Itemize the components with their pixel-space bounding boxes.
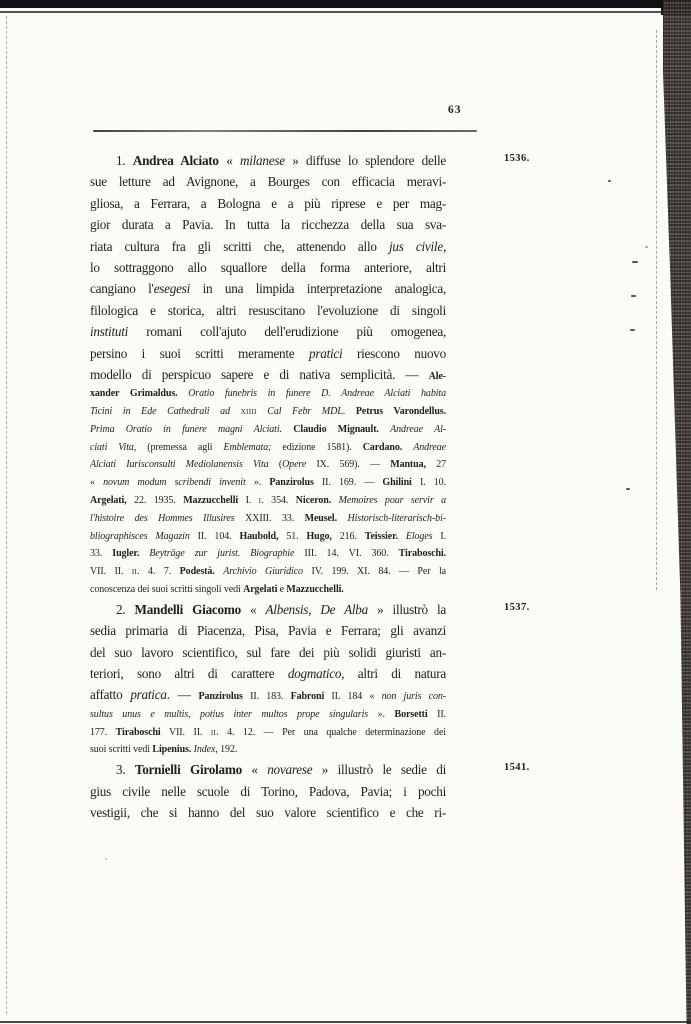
text-segment: edizione 1581). bbox=[271, 441, 363, 453]
text-line bbox=[90, 300, 446, 321]
text-segment: Ghilini bbox=[382, 477, 412, 489]
text-segment: 51. bbox=[278, 530, 307, 542]
text-segment: 22. 1935. bbox=[126, 495, 184, 507]
text-segment: sedia primaria di Piacenza, Pisa, Pavia e Ferrara; gli avanzi bbox=[90, 623, 446, 639]
text-segment: Beyträge zur jurist. Biographie bbox=[149, 548, 295, 560]
text-line bbox=[90, 492, 446, 510]
text-line bbox=[90, 257, 446, 278]
text-segment: XXIII. 33. bbox=[234, 512, 305, 524]
text-segment: i bbox=[258, 495, 262, 507]
text-segment: Lipenius. bbox=[152, 744, 194, 756]
text-line bbox=[90, 620, 446, 641]
text-segment: II. 104. bbox=[189, 530, 240, 542]
text-segment: Argelati bbox=[243, 584, 278, 596]
text-segment: Argelati, bbox=[90, 495, 127, 507]
text-line bbox=[90, 278, 446, 299]
text-segment: vestigii, che si hanno del suo valore scientifico e che ri- bbox=[90, 804, 446, 820]
text-segment: IV. 199. XI. 84. — Per la bbox=[302, 566, 446, 578]
margin-year-note: 1537. bbox=[504, 601, 530, 613]
text-segment: Eloges bbox=[405, 530, 433, 542]
text-segment: Prima Oratio in funere magni Alciati. bbox=[90, 423, 294, 435]
text-segment: persino i suoi scritti meramente bbox=[90, 345, 309, 361]
text-column bbox=[90, 150, 530, 823]
text-segment: l'histoire des Hommes Illusires bbox=[90, 512, 235, 524]
text-segment: I. bbox=[238, 495, 259, 507]
text-segment: « bbox=[241, 762, 268, 778]
text-segment: non juris con- bbox=[381, 691, 446, 703]
text-segment: Oratio funebris in funere D. Andreae Alciati habita bbox=[188, 388, 446, 400]
text-line bbox=[90, 421, 446, 439]
scan-bottom-edge bbox=[0, 1021, 691, 1023]
text-segment: » illustrò le sedie di bbox=[312, 762, 446, 778]
text-segment: novarese bbox=[267, 762, 313, 778]
text-line bbox=[90, 171, 446, 192]
text-segment: » diffuse lo splendore delle bbox=[284, 153, 446, 168]
text-segment: Podestà. bbox=[179, 566, 224, 578]
text-segment: gius civile nelle scuole di Torino, Padova, Pavia; i pochi bbox=[90, 783, 446, 799]
text-segment: Iugler. bbox=[112, 548, 150, 560]
text-segment: esegesi bbox=[153, 281, 191, 297]
text-segment: Andrea Alciato bbox=[132, 153, 219, 168]
paragraph bbox=[90, 759, 530, 823]
text-segment: milanese bbox=[239, 153, 285, 168]
text-segment: Mazzucchelli. bbox=[286, 584, 344, 596]
scan-speck bbox=[105, 858, 107, 860]
scan-speck bbox=[630, 329, 635, 331]
text-segment: instituti bbox=[90, 324, 129, 340]
text-segment: « bbox=[240, 601, 266, 617]
text-segment: ciati Vita bbox=[90, 441, 134, 453]
text-segment: Mazzucchelli bbox=[183, 495, 239, 507]
text-segment: Historisch-literarisch-bi- bbox=[347, 512, 446, 524]
text-segment: e bbox=[277, 584, 287, 596]
text-segment: xander Grimaldus. bbox=[90, 388, 189, 400]
text-line bbox=[90, 236, 446, 257]
scan-speck bbox=[608, 180, 611, 182]
scan-left-edge-dashes bbox=[6, 16, 7, 1014]
text-segment: VII. II. bbox=[160, 726, 211, 738]
paragraph bbox=[90, 150, 530, 599]
text-segment: Alciati Iurisconsulti Mediolanensis Vita bbox=[90, 459, 269, 471]
text-segment: riata cultura fra gli scritti che, attenendo allo bbox=[90, 238, 389, 254]
text-segment: Meusel. bbox=[304, 512, 348, 524]
text-segment: II. 183. bbox=[242, 691, 291, 703]
text-segment: gliosa, a Ferrara, a Bologna e a più riprese e per mag- bbox=[90, 195, 446, 211]
text-segment: 177. bbox=[90, 726, 116, 738]
text-segment: Claudio Mignault. bbox=[293, 423, 391, 435]
text-segment: Mandelli Giacomo bbox=[134, 601, 241, 617]
text-segment: Fabroni bbox=[290, 691, 325, 703]
text-segment: Teissier. bbox=[364, 530, 406, 542]
text-segment: 3. bbox=[116, 762, 135, 778]
text-line bbox=[90, 528, 446, 546]
text-segment: suoi scritti vedi bbox=[90, 744, 153, 756]
paragraph bbox=[90, 599, 530, 759]
text-line bbox=[90, 581, 446, 599]
text-segment: Andreae Al- bbox=[390, 423, 446, 435]
text-segment: III. 14. VI. 360. bbox=[294, 548, 399, 560]
text-segment: Cal Febr MDL bbox=[256, 406, 343, 418]
text-segment: . 4. 7. bbox=[137, 566, 180, 578]
text-line bbox=[90, 706, 446, 724]
text-segment: in una limpida interpretazione analogica, bbox=[190, 281, 446, 297]
scan-speck bbox=[645, 246, 648, 248]
text-segment: , (premessa agli bbox=[133, 441, 224, 453]
text-segment: Panzirolus bbox=[269, 477, 314, 489]
text-line bbox=[90, 663, 446, 684]
text-segment: I. bbox=[432, 530, 446, 542]
text-segment: II. 169. — bbox=[313, 477, 383, 489]
text-line bbox=[90, 724, 446, 742]
margin-year-note: 1536. bbox=[504, 153, 530, 164]
text-segment: Albensis, De Alba bbox=[265, 601, 368, 617]
text-line bbox=[90, 364, 446, 385]
scan-right-edge-band bbox=[663, 0, 691, 1024]
text-segment: 2. bbox=[116, 601, 135, 617]
text-segment: ii bbox=[131, 566, 138, 578]
text-line bbox=[90, 439, 446, 457]
text-segment: jus civile, bbox=[388, 238, 446, 254]
text-segment: conoscenza dei suoi scritti singoli vedi bbox=[90, 584, 244, 596]
margin-year-note: 1541. bbox=[504, 762, 530, 774]
text-line bbox=[90, 403, 446, 421]
text-segment: 216. bbox=[331, 530, 365, 542]
text-segment: Petrus Varondellus. bbox=[355, 406, 446, 418]
text-segment: Andreae bbox=[413, 441, 446, 453]
text-segment: sue letture ad Avignone, a Bourges con efficacia meravi- bbox=[90, 174, 446, 190]
text-segment: Hugo, bbox=[306, 530, 332, 542]
text-line bbox=[90, 545, 446, 563]
text-segment: Borsetti bbox=[394, 708, 428, 720]
text-segment: Ticini in Ede Cathedrali ad bbox=[90, 406, 241, 418]
text-line bbox=[90, 741, 446, 759]
text-line bbox=[90, 759, 446, 780]
text-segment: Tiraboschi bbox=[115, 726, 161, 738]
text-segment: Tiraboschi. bbox=[398, 548, 446, 560]
text-segment: Panzirolus bbox=[198, 691, 243, 703]
text-line bbox=[90, 599, 446, 620]
text-segment: modello di perspicuo sapere e di nativa semplicità. — bbox=[90, 366, 429, 382]
text-segment: . 4. 12. — Per una qualche determinazione dei bbox=[216, 726, 446, 738]
header-rule bbox=[93, 130, 477, 132]
text-line bbox=[90, 385, 446, 403]
text-segment: teriori, sono altri di carattere bbox=[90, 666, 288, 682]
text-segment: IX. 569). — bbox=[306, 459, 391, 471]
text-segment: « bbox=[90, 477, 104, 489]
scan-top-edge bbox=[0, 0, 691, 8]
text-line bbox=[90, 214, 446, 235]
text-segment: ». bbox=[368, 708, 395, 720]
text-segment: novum modum scribendi invenit bbox=[103, 477, 246, 489]
page-number: 63 bbox=[448, 104, 462, 116]
text-segment: sultus unus e multis, potius inter multos prope singularis bbox=[90, 708, 369, 720]
scan-top-line bbox=[0, 11, 691, 13]
text-segment: 1. bbox=[116, 153, 133, 168]
text-segment: pratici bbox=[309, 345, 343, 361]
text-segment: « bbox=[218, 153, 240, 168]
text-segment: romani coll'ajuto dell'erudizione più omogenea, bbox=[128, 324, 446, 340]
text-segment: dogmatico bbox=[287, 666, 342, 682]
text-line bbox=[90, 474, 446, 492]
text-segment: del suo lavoro scientifico, sul fare dei più solidi giuristi an- bbox=[90, 644, 446, 660]
text-segment: riescono nuovo bbox=[342, 345, 446, 361]
text-segment: pratica bbox=[130, 687, 167, 703]
text-segment: ii bbox=[210, 726, 217, 738]
text-segment: lo sottraggono allo squallore della forma anteriore, altri bbox=[90, 259, 446, 275]
text-segment: . 354. bbox=[261, 495, 296, 507]
text-segment: Archivio Giuridico bbox=[223, 566, 303, 578]
text-segment: Cardano. bbox=[362, 441, 414, 453]
text-line bbox=[90, 510, 446, 528]
text-line bbox=[90, 781, 446, 802]
text-segment: . bbox=[342, 406, 356, 418]
text-segment: bliographisces Magazin bbox=[90, 530, 190, 542]
text-line bbox=[90, 150, 446, 171]
text-segment: Haubold, bbox=[239, 530, 279, 542]
text-line bbox=[90, 684, 446, 705]
text-segment: filologica e storica, altri resuscitano l'evoluzione di singoli bbox=[90, 302, 446, 318]
text-line bbox=[90, 802, 446, 823]
text-segment: II. 184 « bbox=[324, 691, 382, 703]
text-segment: Tornielli Girolamo bbox=[134, 762, 242, 778]
text-segment: Ale- bbox=[428, 370, 446, 382]
text-line bbox=[90, 642, 446, 663]
text-line bbox=[90, 321, 446, 342]
text-segment: I. 10. bbox=[411, 477, 446, 489]
text-segment: Mantua, bbox=[390, 459, 426, 471]
text-segment: Opere bbox=[282, 459, 307, 471]
text-line bbox=[90, 456, 446, 474]
text-segment: Emblemata; bbox=[223, 441, 272, 453]
text-segment: Niceron. bbox=[295, 495, 339, 507]
text-segment: , altri di natura bbox=[341, 666, 446, 682]
scan-speck bbox=[631, 295, 636, 297]
scan-speck bbox=[632, 261, 638, 263]
text-segment: 33. bbox=[90, 548, 113, 560]
text-segment: Index bbox=[193, 744, 216, 756]
text-segment: » illustrò la bbox=[367, 601, 446, 617]
text-line bbox=[90, 343, 446, 364]
scan-inner-dashes bbox=[656, 30, 657, 590]
text-segment: ». bbox=[245, 477, 270, 489]
text-segment: , 192. bbox=[215, 744, 238, 756]
text-line bbox=[90, 563, 446, 581]
text-segment: VII. II. bbox=[90, 566, 132, 578]
text-segment: ( bbox=[268, 459, 283, 471]
text-segment: Memoires pour servir a bbox=[338, 495, 446, 507]
text-segment: affatto bbox=[90, 687, 131, 703]
text-segment: gior durata a Pavia. In tutta la ricchezza della sua sva- bbox=[90, 217, 446, 233]
text-segment: II. bbox=[427, 708, 446, 720]
text-segment: . — bbox=[166, 687, 199, 703]
text-segment: 27 bbox=[425, 459, 446, 471]
text-segment: xiiii bbox=[240, 406, 257, 418]
scan-speck bbox=[626, 488, 630, 490]
text-line bbox=[90, 193, 446, 214]
text-segment: cangiano l' bbox=[90, 281, 154, 297]
